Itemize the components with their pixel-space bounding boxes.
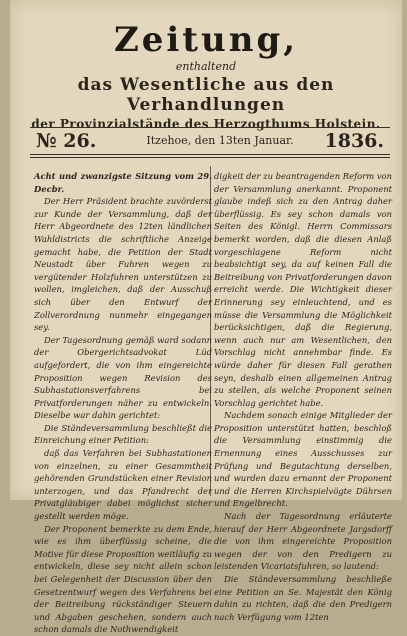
masthead-line-2: das Wesentliche aus den Verhandlungen [77,75,335,115]
paragraph: Die Ständeversammlung beschließt die Einreichung einer Petition: [34,422,212,446]
paragraph: digkeit der zu beantragenden Reform von der Versammlung anerkannt. Proponent glaube indeß sich zu den Antrag daher überflüssig. Es sey schon damals von Seiten des Königl. Herrn Commissars bemerkt worden, daß die diesen Anlaß vorgeschlagene Reform nicht beabsichtigt sey, da auf keinen Fall die Beitreibung von Privatforderungen davon erreicht werde. Die Wichtigkeit dieser Erinnerung sey einleuchtend, und es müsse die Versammlung die Möglichkeit berücksichtigen, daß die Regierung, wenn auch nur am Wesentlichen, den Vorschlag nicht annehmbar finde. Es würde daher für diesen Fall gerathen seyn, deshalb einen allgemeinen Antrag zu stellen, als welche Proponent seinen Vorschlag gerichtet habe. [214,171,392,408]
paragraph: Die Ständeversammlung beschließe eine Petition an Se. Majestät den König dahin zu richten, daß die den Predigern nach Verfügung vom 12ten [214,574,392,622]
newspaper-page [10,0,402,635]
paragraph: Der Proponent bemerkte zu dem Ende, wie es ihm überflüssig scheine, die Motive für diese Proposition weitläufig zu entwickeln, diese sey nicht allein schon bei Gelegenheit der Discussion über den Gesetzentwurf wegen des Verfahrens bei der Beitreibung rückständiger Steuern und Abgaben geschehen, sondern auch schon damals die Nothwendigkeit [34,523,212,635]
issue-date: Itzehoe, den 13ten Januar. [146,134,294,147]
session-heading: Acht und zwanzigste Sitzung vom 29. Decbr. [34,171,212,194]
masthead-rule-bottom [30,154,390,155]
masthead [10,22,402,132]
left-column [34,170,212,636]
paragraph: Der Herr Präsident brachte zuvörderst zur Kunde der Versammlung, daß der Herr Abgeordnete des 12ten ländlichen Wahldistricts die schriftliche Anzeige gemacht habe, die Petition der Stadt Neustadt über Fuhren wegen zu vergütender Holzfuhren unterstützen zu wollen, imgleichen, daß der Ausschuß sich über den Entwurf der Zollverordnung nunmehr eingegangen sey. [34,196,212,333]
masthead-line-1: enthaltend [175,60,237,73]
paragraph: Der Tagesordnung gemäß ward sodann der Obergerichtsadvokat Lüd aufgefordert, die von ihm eingereichte Proposition wegen Revision des Subhastationsverfahrens bei Privatforderungen näher zu entwickeln. Dieselbe war dahin gerichtet: [34,334,212,421]
right-column [214,170,392,623]
issue-year: 1836. [324,130,384,152]
masthead-line-3: der Provinzialstände des Herzogthums Holstein. [31,117,381,131]
masthead-rule-bottom-2 [30,157,390,158]
issue-number: № 26. [36,130,97,152]
newspaper-title: Zeitung, [113,20,299,60]
masthead-rule-top [30,127,390,128]
paragraph: daß das Verfahren bei Subhastationen von einzelnen, zu einer Gesammtheit gehörenden Grundstücken einer Revision unterzogen, und das Pfandrecht der Privatgläubiger dabei möglichst sicher gestellt werden möge. [34,448,212,522]
issue-bar [30,130,390,152]
paragraph: Nach der Tagesordnung erläuterte hierauf der Herr Abgeordnete Jargsdorff die von ihm eingereichte Proposition wegen der von den Predigern zu leistenden Vicariatsfuhren, so lautend: [214,511,392,572]
paragraph: Nachdem sonach einige Mitglieder der Proposition unterstützt hatten, beschloß die Versammlung einstimmig die Ernennung eines Ausschusses zur Prüfung und Begutachtung derselben, und wurden dazu ernannt der Proponent und die Herren Kirchspielvögte Dührsen und Engelbrecht. [214,410,392,509]
